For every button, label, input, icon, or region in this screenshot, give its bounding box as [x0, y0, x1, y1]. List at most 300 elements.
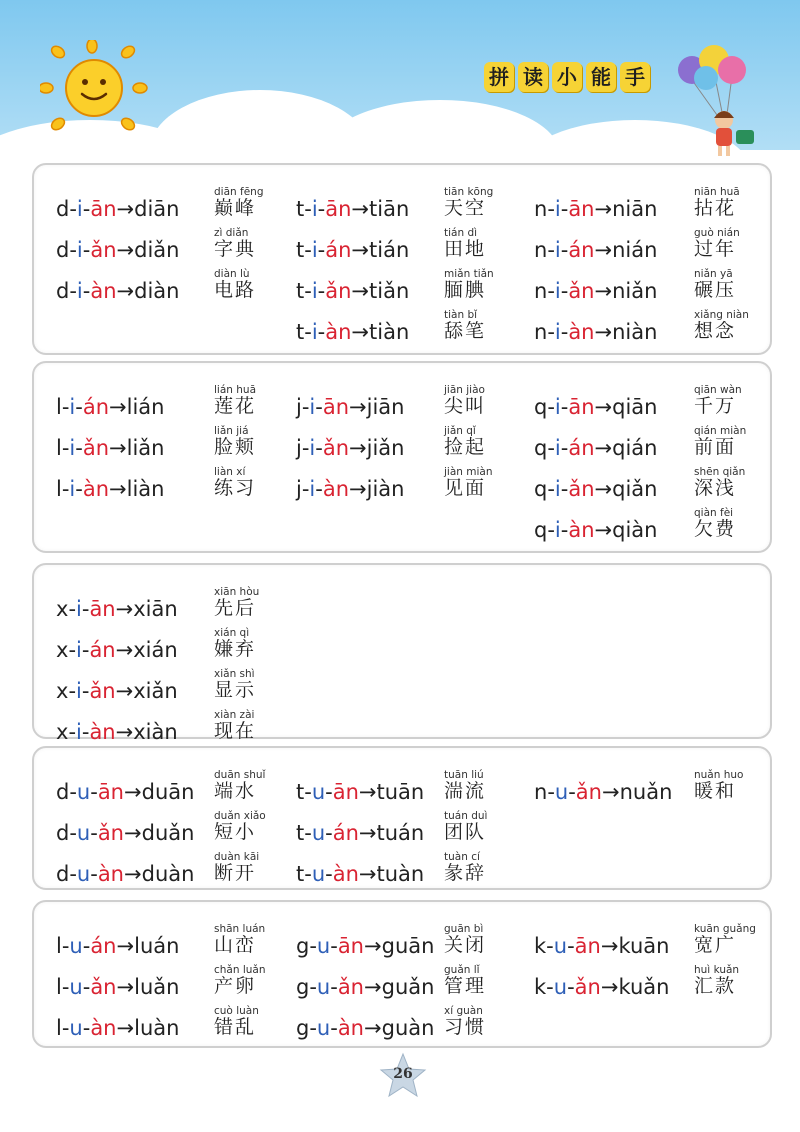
word-pinyin: jiàn miàn: [444, 466, 493, 478]
dash: -: [547, 395, 555, 419]
syllable-entry: [56, 377, 284, 419]
arrow: →: [600, 934, 619, 958]
arrow: →: [116, 238, 135, 262]
dash: -: [309, 1016, 317, 1040]
dash: -: [547, 238, 555, 262]
combined-syllable: qiàn: [612, 518, 658, 542]
dash: -: [81, 597, 90, 621]
spelling-formula: [56, 436, 165, 460]
word-hanzi: 管理: [444, 975, 487, 997]
syllable-entry: [534, 261, 764, 303]
final-letters: ǎn: [97, 821, 124, 845]
final-letters: àn: [82, 477, 110, 501]
word-pinyin: miǎn tiǎn: [444, 268, 494, 280]
medial-letter: i: [311, 197, 318, 221]
word-hanzi: 巅峰: [214, 197, 257, 219]
medial-letter: u: [316, 934, 331, 958]
dash: -: [315, 436, 323, 460]
dash: -: [75, 395, 83, 419]
initial-letter: q: [534, 395, 548, 419]
spelling-formula: [296, 934, 434, 958]
initial-letter: n: [534, 238, 548, 262]
medial-letter: i: [554, 197, 561, 221]
initial-letter: g: [296, 975, 310, 999]
final-letters: án: [90, 934, 117, 958]
word-hanzi: 端水: [214, 780, 257, 802]
medial-letter: i: [76, 720, 82, 744]
initial-letter: n: [534, 197, 548, 221]
dash: -: [82, 934, 91, 958]
spelling-formula: [534, 279, 657, 303]
final-letters: ǎn: [82, 436, 110, 460]
initial-letter: d: [56, 279, 70, 303]
combined-syllable: liǎn: [126, 436, 165, 460]
spelling-formula: [296, 197, 409, 221]
syllable-entry: [296, 302, 514, 344]
spelling-formula: [534, 197, 657, 221]
combined-syllable: niān: [612, 197, 658, 221]
word-pinyin: chǎn luǎn: [214, 964, 266, 976]
combined-syllable: duān: [141, 780, 195, 804]
final-letters: ǎn: [90, 238, 117, 262]
word-hanzi: 现在: [214, 720, 257, 742]
dash: -: [317, 197, 326, 221]
initial-letter: n: [534, 279, 548, 303]
word-hanzi: 见面: [444, 477, 487, 499]
syllable-entry: [534, 220, 764, 262]
medial-letter: i: [554, 238, 561, 262]
arrow: →: [116, 279, 135, 303]
initial-letter: x: [56, 679, 69, 703]
final-letters: án: [82, 395, 110, 419]
medial-letter: i: [309, 395, 316, 419]
arrow: →: [124, 862, 142, 886]
medial-letter: i: [69, 395, 76, 419]
word-pinyin: xiǎn shì: [214, 668, 255, 680]
word-pinyin: duàn kāi: [214, 851, 260, 863]
syllable-entry: [296, 220, 514, 262]
initial-letter: l: [56, 477, 62, 501]
initial-letter: q: [534, 477, 548, 501]
word-pinyin: jiān jiào: [444, 384, 485, 396]
dash: -: [61, 395, 70, 419]
sun-icon: [40, 40, 150, 140]
combined-syllable: xiàn: [133, 720, 178, 744]
initial-letter: x: [56, 638, 69, 662]
word-hanzi: 嫌弃: [214, 638, 257, 660]
arrow: →: [594, 320, 613, 344]
dash: -: [69, 197, 77, 221]
initial-letter: d: [56, 197, 70, 221]
medial-letter: u: [76, 862, 91, 886]
syllable-entry: [56, 702, 284, 744]
final-letters: án: [568, 436, 595, 460]
final-letters: àn: [89, 720, 116, 744]
arrow: →: [349, 395, 367, 419]
word-pinyin: lián huā: [214, 384, 257, 396]
syllable-entry: [534, 500, 764, 542]
word-pinyin: guǎn lǐ: [444, 964, 480, 976]
dash: -: [547, 279, 555, 303]
medial-letter: i: [76, 638, 82, 662]
syllable-entry: [296, 377, 514, 419]
initial-letter: d: [56, 238, 70, 262]
final-letters: ǎn: [575, 780, 602, 804]
dash: -: [568, 780, 576, 804]
combined-syllable: nián: [612, 238, 658, 262]
dash: -: [547, 436, 555, 460]
dash: -: [82, 197, 91, 221]
dash: -: [567, 975, 575, 999]
combined-syllable: tiàn: [369, 320, 410, 344]
arrow: →: [349, 477, 367, 501]
initial-letter: n: [534, 780, 548, 804]
initial-letter: t: [296, 821, 305, 845]
spelling-formula: [56, 821, 194, 845]
word-hanzi: 暖和: [694, 780, 737, 802]
syllable-entry: [534, 377, 764, 419]
arrow: →: [594, 395, 613, 419]
arrow: →: [358, 862, 377, 886]
combined-syllable: luǎn: [134, 975, 180, 999]
dash: -: [90, 780, 98, 804]
title-char: 小: [552, 62, 582, 92]
dash: -: [61, 934, 70, 958]
title-char: 手: [620, 62, 650, 92]
final-letters: àn: [337, 1016, 364, 1040]
dash: -: [317, 279, 326, 303]
dash: -: [317, 238, 326, 262]
word-hanzi: 拈花: [694, 197, 737, 219]
arrow: →: [116, 934, 135, 958]
dash: -: [82, 975, 91, 999]
dash: -: [304, 862, 312, 886]
combined-syllable: nuǎn: [619, 780, 673, 804]
medial-letter: i: [76, 279, 83, 303]
syllable-entry: [534, 418, 764, 460]
combined-syllable: guǎn: [381, 975, 435, 999]
combined-syllable: jiǎn: [366, 436, 405, 460]
word-pinyin: tuān liú: [444, 769, 484, 781]
syllable-entry: [296, 179, 514, 221]
dash: -: [547, 320, 555, 344]
arrow: →: [109, 395, 127, 419]
dash: -: [75, 436, 83, 460]
final-letters: án: [325, 238, 352, 262]
spelling-formula: [296, 320, 409, 344]
initial-letter: k: [534, 934, 547, 958]
combined-syllable: diàn: [134, 279, 180, 303]
final-letters: ǎn: [322, 436, 350, 460]
spelling-formula: [296, 238, 409, 262]
spelling-formula: [56, 720, 178, 744]
final-letters: ān: [97, 780, 124, 804]
medial-letter: i: [311, 279, 318, 303]
word-pinyin: duǎn xiǎo: [214, 810, 266, 822]
medial-letter: i: [554, 477, 561, 501]
medial-letter: i: [554, 395, 561, 419]
dash: -: [317, 320, 326, 344]
word-pinyin: niǎn yā: [694, 268, 733, 280]
medial-letter: i: [554, 518, 561, 542]
dash: -: [315, 477, 323, 501]
medial-letter: u: [76, 780, 91, 804]
dash: -: [304, 780, 312, 804]
medial-letter: u: [311, 780, 326, 804]
syllable-entry: [56, 762, 284, 804]
spelling-formula: [534, 975, 669, 999]
initial-letter: l: [56, 436, 62, 460]
dash: -: [547, 780, 555, 804]
medial-letter: u: [554, 780, 569, 804]
word-pinyin: huì kuǎn: [694, 964, 740, 976]
spelling-formula: [56, 597, 178, 621]
syllable-entry: [56, 998, 284, 1040]
medial-letter: u: [553, 975, 568, 999]
syllable-entry: [534, 302, 764, 344]
page-number: 26: [393, 1066, 413, 1082]
syllable-entry: [56, 459, 284, 501]
spelling-formula: [296, 436, 405, 460]
final-letters: àn: [568, 320, 595, 344]
spelling-formula: [296, 1016, 434, 1040]
word-pinyin: xián qì: [214, 627, 250, 639]
dash: -: [560, 279, 569, 303]
final-letters: ān: [568, 197, 595, 221]
spelling-formula: [56, 279, 179, 303]
initial-letter: x: [56, 597, 69, 621]
spelling-formula: [534, 934, 669, 958]
final-letters: ǎn: [89, 679, 116, 703]
word-pinyin: diān fēng: [214, 186, 264, 198]
dash: -: [560, 395, 569, 419]
final-letters: án: [332, 821, 359, 845]
syllable-entry: [296, 459, 514, 501]
word-pinyin: niān huā: [694, 186, 740, 198]
word-hanzi: 断开: [214, 862, 257, 884]
dash: -: [546, 934, 554, 958]
arrow: →: [358, 821, 377, 845]
word-hanzi: 千万: [694, 395, 737, 417]
word-hanzi: 练习: [214, 477, 257, 499]
spelling-formula: [296, 395, 405, 419]
initial-letter: j: [296, 395, 302, 419]
spelling-formula: [56, 975, 179, 999]
word-pinyin: zì diǎn: [214, 227, 249, 239]
page-number-badge: [378, 1052, 428, 1098]
final-letters: ān: [90, 197, 117, 221]
syllable-entry: [56, 220, 284, 262]
arrow: →: [109, 477, 127, 501]
title-char: 能: [586, 62, 616, 92]
dash: -: [547, 197, 555, 221]
spelling-formula: [56, 638, 178, 662]
final-letters: ān: [574, 934, 601, 958]
dash: -: [560, 320, 569, 344]
arrow: →: [116, 197, 135, 221]
spelling-formula: [534, 320, 657, 344]
dash: -: [301, 395, 310, 419]
dash: -: [330, 934, 338, 958]
word-hanzi: 欠费: [694, 518, 737, 540]
dash: -: [325, 862, 333, 886]
final-letters: ǎn: [90, 975, 117, 999]
word-hanzi: 舔笔: [444, 320, 487, 342]
combined-syllable: xiǎn: [133, 679, 178, 703]
dash: -: [90, 821, 98, 845]
syllable-entry: [56, 579, 284, 621]
syllable-entry: [296, 762, 514, 804]
word-hanzi: 先后: [214, 597, 257, 619]
initial-letter: j: [296, 436, 302, 460]
medial-letter: i: [554, 279, 561, 303]
arrow: →: [115, 679, 134, 703]
spelling-formula: [534, 477, 657, 501]
final-letters: ān: [568, 395, 595, 419]
dash: -: [69, 821, 77, 845]
arrow: →: [124, 821, 142, 845]
dash: -: [315, 395, 323, 419]
initial-letter: l: [56, 975, 62, 999]
final-letters: àn: [325, 320, 352, 344]
syllable-entry: [56, 916, 284, 958]
initial-letter: n: [534, 320, 548, 344]
initial-letter: t: [296, 238, 305, 262]
dash: -: [68, 638, 77, 662]
initial-letter: x: [56, 720, 69, 744]
syllable-entry: [296, 957, 514, 999]
final-letters: ān: [325, 197, 352, 221]
word-hanzi: 脸颊: [214, 436, 257, 458]
word-hanzi: 前面: [694, 436, 737, 458]
initial-letter: t: [296, 320, 305, 344]
dash: -: [69, 279, 77, 303]
combined-syllable: lián: [126, 395, 165, 419]
dash: -: [82, 279, 91, 303]
combined-syllable: jiàn: [366, 477, 405, 501]
initial-letter: k: [534, 975, 547, 999]
syllable-entry: [296, 916, 514, 958]
combined-syllable: tián: [369, 238, 410, 262]
word-hanzi: 碾压: [694, 279, 737, 301]
medial-letter: u: [311, 821, 326, 845]
word-pinyin: cuò luàn: [214, 1005, 259, 1017]
word-hanzi: 短小: [214, 821, 257, 843]
medial-letter: u: [316, 975, 331, 999]
word-pinyin: diàn lù: [214, 268, 250, 280]
dash: -: [69, 238, 77, 262]
spelling-formula: [296, 477, 405, 501]
arrow: →: [351, 279, 370, 303]
combined-syllable: guàn: [381, 1016, 435, 1040]
word-pinyin: xiàn zài: [214, 709, 255, 721]
medial-letter: i: [554, 320, 561, 344]
arrow: →: [364, 975, 382, 999]
arrow: →: [109, 436, 127, 460]
dash: -: [301, 436, 310, 460]
word-hanzi: 错乱: [214, 1016, 257, 1038]
dash: -: [68, 720, 77, 744]
medial-letter: i: [76, 679, 82, 703]
final-letters: àn: [97, 862, 124, 886]
word-pinyin: liàn xí: [214, 466, 246, 478]
syllable-entry: [56, 418, 284, 460]
final-letters: àn: [322, 477, 350, 501]
word-pinyin: tiān kōng: [444, 186, 494, 198]
arrow: →: [351, 197, 370, 221]
spelling-formula: [56, 934, 179, 958]
medial-letter: i: [309, 477, 316, 501]
medial-letter: i: [76, 597, 82, 621]
combined-syllable: tiǎn: [369, 279, 410, 303]
dash: -: [309, 975, 317, 999]
word-pinyin: tuàn cí: [444, 851, 480, 863]
syllable-entry: [56, 620, 284, 662]
dash: -: [61, 477, 70, 501]
initial-letter: j: [296, 477, 302, 501]
combined-syllable: xián: [133, 638, 178, 662]
combined-syllable: qiǎn: [612, 477, 658, 501]
combined-syllable: luàn: [134, 1016, 180, 1040]
syllable-entry: [56, 661, 284, 703]
word-pinyin: tiàn bǐ: [444, 309, 478, 321]
syllable-entry: [296, 261, 514, 303]
initial-letter: l: [56, 1016, 62, 1040]
combined-syllable: tuán: [376, 821, 425, 845]
dash: -: [82, 1016, 91, 1040]
spelling-formula: [56, 197, 179, 221]
final-letters: ān: [322, 395, 350, 419]
word-hanzi: 字典: [214, 238, 257, 260]
dash: -: [304, 238, 312, 262]
spelling-formula: [56, 1016, 179, 1040]
combined-syllable: jiān: [366, 395, 405, 419]
dash: -: [81, 720, 90, 744]
syllable-entry: [56, 957, 284, 999]
dash: -: [560, 518, 569, 542]
initial-letter: g: [296, 1016, 310, 1040]
word-pinyin: shēn qiǎn: [694, 466, 746, 478]
final-letters: ān: [337, 934, 364, 958]
word-pinyin: kuān guǎng: [694, 923, 756, 935]
arrow: →: [358, 780, 377, 804]
arrow: →: [594, 518, 613, 542]
word-pinyin: jiǎn qǐ: [444, 425, 476, 437]
word-hanzi: 山峦: [214, 934, 257, 956]
word-hanzi: 湍流: [444, 780, 487, 802]
arrow: →: [351, 238, 370, 262]
dash: -: [560, 436, 569, 460]
syllable-entry: [296, 998, 514, 1040]
word-hanzi: 田地: [444, 238, 487, 260]
final-letters: àn: [90, 1016, 117, 1040]
medial-letter: u: [69, 1016, 83, 1040]
medial-letter: i: [76, 197, 83, 221]
syllable-entry: [534, 762, 764, 804]
arrow: →: [351, 320, 370, 344]
arrow: →: [594, 477, 613, 501]
word-pinyin: duān shuǐ: [214, 769, 266, 781]
word-hanzi: 关闭: [444, 934, 487, 956]
final-letters: àn: [332, 862, 359, 886]
final-letters: ǎn: [568, 477, 595, 501]
title-char: 拼: [484, 62, 514, 92]
dash: -: [61, 436, 70, 460]
arrow: →: [601, 780, 620, 804]
spelling-formula: [56, 679, 178, 703]
combined-syllable: luán: [134, 934, 180, 958]
final-letters: ǎn: [568, 279, 595, 303]
